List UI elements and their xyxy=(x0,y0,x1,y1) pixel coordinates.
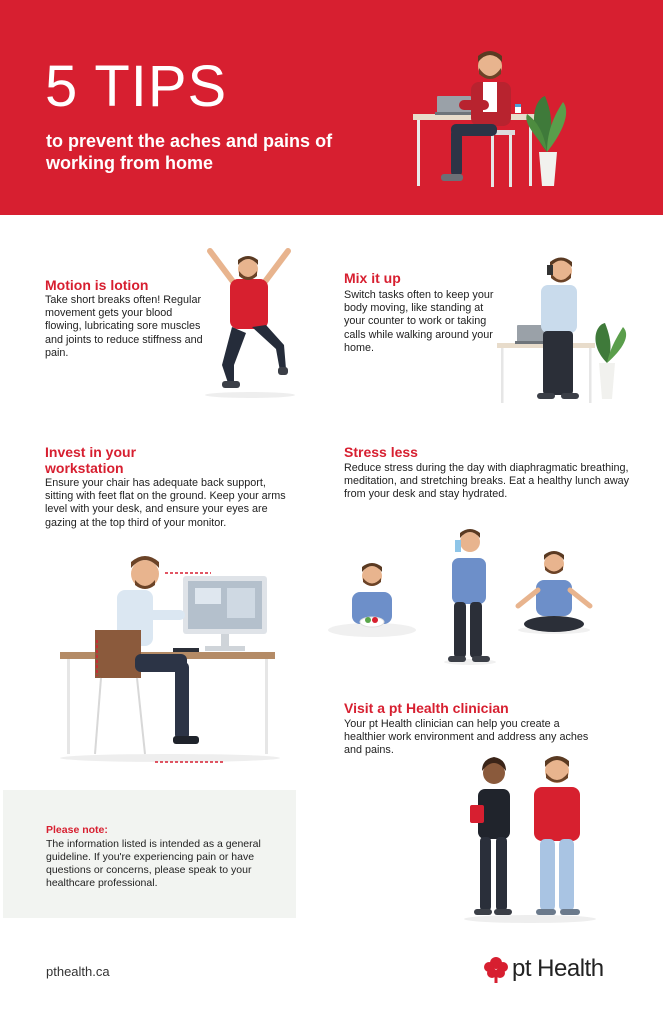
workstation-illustration xyxy=(55,548,285,763)
page-subtitle: to prevent the aches and pains of working from home xyxy=(46,131,333,173)
pt-health-logo xyxy=(482,954,604,984)
page-title: 5 TIPS xyxy=(45,54,228,119)
note-body: The information listed is intended as a general guideline. If you're experiencing pain or have questions or concerns, please speak to your healthcare professional. xyxy=(46,838,261,889)
tip-3-title: Invest in your workstation xyxy=(45,444,137,476)
tip-3-body: Ensure your chair has adequate back support, sitting with feet flat on the ground. Keep your arms level with your desk, and ensure your eyes are gazing at the top third of your monitor. xyxy=(45,477,286,529)
standing-man-phone-illustration xyxy=(495,245,635,405)
tip-1-body: Take short breaks often! Regular movement gets your blood flowing, lubricating sore muscles and joints to reduce stiffness and pain. xyxy=(45,294,203,359)
hero-banner xyxy=(0,0,663,215)
tip-4-title: Stress less xyxy=(344,444,418,460)
clinician-and-patient-illustration xyxy=(460,755,600,925)
tip-5-title: Visit a pt Health clinician xyxy=(344,700,509,716)
logo-text: pt Health xyxy=(512,955,604,982)
tip-1-title: Motion is lotion xyxy=(45,277,149,293)
jumping-man-illustration xyxy=(200,245,300,400)
tip-4-body: Reduce stress during the day with diaphragmatic breathing, meditation, and stretching breaks. Eat a healthy lunch away from your desk and stay hydrated. xyxy=(344,462,630,501)
hero-illustration xyxy=(405,40,575,190)
website-link[interactable]: pthealth.ca xyxy=(46,964,110,979)
tip-5-body: Your pt Health clinician can help you create a healthier work environment and address any aches and pains. xyxy=(344,718,589,757)
stress-less-illustration xyxy=(330,530,600,670)
note-title: Please note: xyxy=(46,824,108,836)
tip-2-title: Mix it up xyxy=(344,270,401,286)
tip-2-body: Switch tasks often to keep your body moving, like standing at your counter to work or taking calls while walking around your home. xyxy=(344,289,494,354)
maple-tree-icon xyxy=(482,954,510,984)
